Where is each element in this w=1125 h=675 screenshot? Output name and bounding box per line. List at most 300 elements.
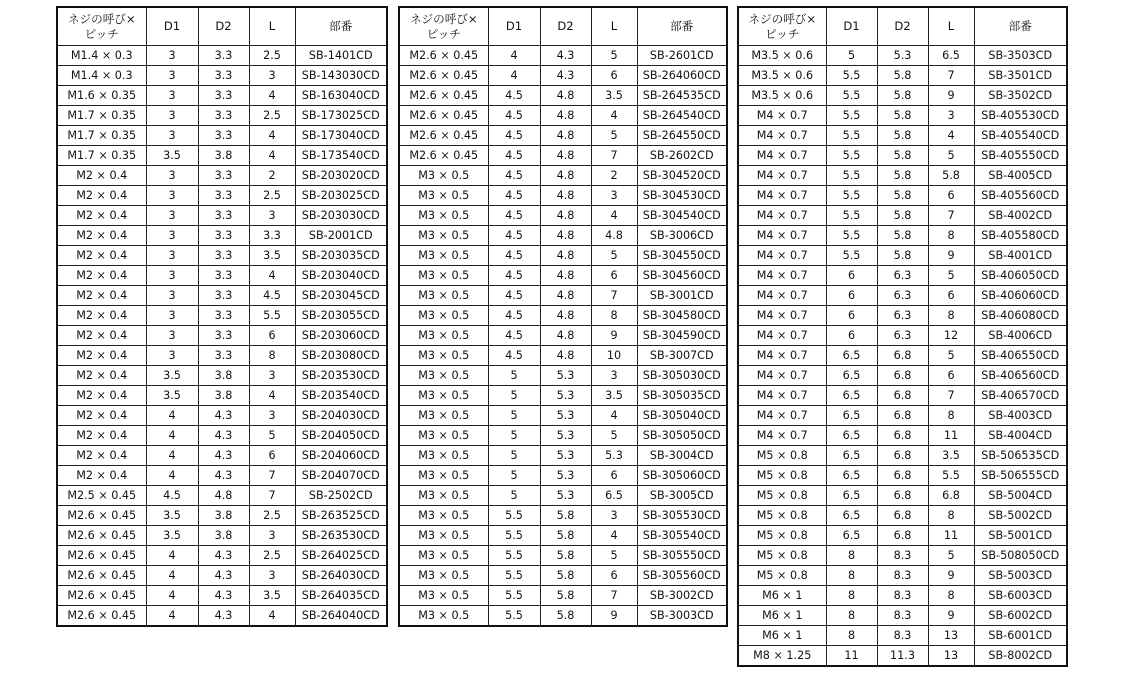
table-row: [399, 466, 727, 486]
length-cell: 4: [249, 146, 295, 166]
thread-size-cell: M5 × 0.8: [738, 566, 826, 586]
d2-cell: 4.8: [540, 146, 591, 166]
thread-size-cell: M2.6 × 0.45: [399, 126, 488, 146]
d1-cell: 4: [146, 466, 198, 486]
length-cell: 3.3: [249, 226, 295, 246]
part-number-cell: SB-3006CD: [637, 226, 727, 246]
part-number-cell: SB-305035CD: [637, 386, 727, 406]
thread-size-cell: M4 × 0.7: [738, 126, 826, 146]
part-number-cell: SB-173025CD: [295, 106, 387, 126]
d1-cell: 5: [488, 386, 540, 406]
thread-size-cell: M2.6 × 0.45: [399, 106, 488, 126]
thread-size-cell: M2 × 0.4: [57, 386, 146, 406]
d1-cell: 3.5: [146, 366, 198, 386]
length-cell: 4.5: [249, 286, 295, 306]
d2-cell: 4.8: [540, 106, 591, 126]
table-row: [399, 586, 727, 606]
length-cell: 8: [249, 346, 295, 366]
thread-size-cell: M2.6 × 0.45: [57, 606, 146, 627]
thread-size-cell: M4 × 0.7: [738, 406, 826, 426]
spec-table-2: [398, 6, 728, 627]
length-cell: 6: [591, 466, 637, 486]
part-number-cell: SB-263530CD: [295, 526, 387, 546]
part-number-cell: SB-6001CD: [974, 626, 1067, 646]
part-number-cell: SB-305040CD: [637, 406, 727, 426]
table-row: [57, 66, 387, 86]
d1-cell: 4.5: [488, 146, 540, 166]
part-number-cell: SB-406060CD: [974, 286, 1067, 306]
thread-size-cell: M3 × 0.5: [399, 586, 488, 606]
d2-cell: 8.3: [877, 586, 928, 606]
d2-cell: 8.3: [877, 566, 928, 586]
part-number-cell: SB-204030CD: [295, 406, 387, 426]
table-row: [57, 226, 387, 246]
table-row: [738, 226, 1067, 246]
d1-cell: 4.5: [488, 186, 540, 206]
thread-size-cell: M3 × 0.5: [399, 486, 488, 506]
header-thread-size-line2: ピッチ: [84, 26, 119, 41]
thread-size-cell: M2.6 × 0.45: [399, 86, 488, 106]
table-row: [399, 366, 727, 386]
table-row: [738, 646, 1067, 667]
d1-cell: 5.5: [826, 246, 877, 266]
length-cell: 7: [928, 206, 974, 226]
d2-cell: 5.8: [540, 526, 591, 546]
table-row: [399, 426, 727, 446]
d1-cell: 3.5: [146, 526, 198, 546]
length-cell: 6: [249, 326, 295, 346]
part-number-cell: SB-305560CD: [637, 566, 727, 586]
thread-size-cell: M5 × 0.8: [738, 526, 826, 546]
part-number-cell: SB-5002CD: [974, 506, 1067, 526]
d2-cell: 4.3: [198, 546, 249, 566]
table-row: [399, 206, 727, 226]
d2-cell: 3.3: [198, 86, 249, 106]
thread-size-cell: M3 × 0.5: [399, 246, 488, 266]
d1-cell: 3: [146, 46, 198, 66]
d1-cell: 4.5: [488, 286, 540, 306]
d2-cell: 6.3: [877, 326, 928, 346]
part-number-cell: SB-305060CD: [637, 466, 727, 486]
table-row: [399, 606, 727, 627]
table-row: [57, 126, 387, 146]
thread-size-cell: M3 × 0.5: [399, 606, 488, 627]
thread-size-cell: M4 × 0.7: [738, 286, 826, 306]
part-number-cell: SB-3002CD: [637, 586, 727, 606]
d1-cell: 5: [488, 426, 540, 446]
part-number-cell: SB-405530CD: [974, 106, 1067, 126]
length-cell: 3.5: [591, 386, 637, 406]
thread-size-cell: M2.6 × 0.45: [57, 526, 146, 546]
part-number-cell: SB-204070CD: [295, 466, 387, 486]
thread-size-cell: M3 × 0.5: [399, 186, 488, 206]
d2-cell: 5.8: [877, 186, 928, 206]
part-number-cell: SB-305550CD: [637, 546, 727, 566]
thread-size-cell: M1.6 × 0.35: [57, 86, 146, 106]
length-cell: 8: [928, 306, 974, 326]
d1-cell: 4: [146, 406, 198, 426]
d1-cell: 4.5: [488, 306, 540, 326]
d1-cell: 5.5: [826, 166, 877, 186]
length-cell: 6: [591, 66, 637, 86]
part-number-cell: SB-173540CD: [295, 146, 387, 166]
part-number-cell: SB-2502CD: [295, 486, 387, 506]
thread-size-cell: M2 × 0.4: [57, 346, 146, 366]
length-cell: 7: [928, 66, 974, 86]
thread-size-cell: M3 × 0.5: [399, 286, 488, 306]
d2-cell: 4.3: [198, 606, 249, 627]
length-cell: 6: [928, 366, 974, 386]
length-cell: 9: [928, 566, 974, 586]
part-number-cell: SB-4005CD: [974, 166, 1067, 186]
part-number-cell: SB-304530CD: [637, 186, 727, 206]
thread-size-cell: M6 × 1: [738, 586, 826, 606]
length-cell: 5: [928, 346, 974, 366]
table-row: [57, 306, 387, 326]
d2-cell: 3.3: [198, 206, 249, 226]
length-cell: 5: [928, 546, 974, 566]
d2-cell: 3.3: [198, 46, 249, 66]
header-part-number: 部番: [974, 7, 1067, 46]
header-thread-size: [399, 7, 488, 46]
d2-cell: 5.8: [877, 226, 928, 246]
table-row: [57, 146, 387, 166]
thread-size-cell: M2.6 × 0.45: [57, 546, 146, 566]
table-row: [738, 566, 1067, 586]
d1-cell: 6.5: [826, 366, 877, 386]
d2-cell: 5.8: [540, 546, 591, 566]
length-cell: 5.3: [591, 446, 637, 466]
d1-cell: 6.5: [826, 466, 877, 486]
part-number-cell: SB-405550CD: [974, 146, 1067, 166]
thread-size-cell: M4 × 0.7: [738, 346, 826, 366]
table-row: [399, 126, 727, 146]
part-number-cell: SB-1401CD: [295, 46, 387, 66]
d2-cell: 6.8: [877, 366, 928, 386]
d2-cell: 3.3: [198, 166, 249, 186]
part-number-cell: SB-3003CD: [637, 606, 727, 627]
length-cell: 5.8: [928, 166, 974, 186]
d1-cell: 3: [146, 246, 198, 266]
d1-cell: 4.5: [488, 166, 540, 186]
d1-cell: 6.5: [826, 486, 877, 506]
table-row: [57, 426, 387, 446]
d2-cell: 5.8: [877, 246, 928, 266]
length-cell: 5: [591, 126, 637, 146]
d1-cell: 4: [146, 606, 198, 627]
d2-cell: 8.3: [877, 626, 928, 646]
thread-size-cell: M3 × 0.5: [399, 326, 488, 346]
header-d1: D1: [146, 7, 198, 46]
d1-cell: 5.5: [826, 206, 877, 226]
d1-cell: 3: [146, 286, 198, 306]
d1-cell: 6: [826, 326, 877, 346]
table-row: [57, 46, 387, 66]
d2-cell: 5.8: [877, 126, 928, 146]
part-number-cell: SB-406560CD: [974, 366, 1067, 386]
d1-cell: 3: [146, 186, 198, 206]
part-number-cell: SB-5003CD: [974, 566, 1067, 586]
part-number-cell: SB-203045CD: [295, 286, 387, 306]
d2-cell: 5.3: [540, 406, 591, 426]
d1-cell: 8: [826, 566, 877, 586]
length-cell: 3: [591, 506, 637, 526]
part-number-cell: SB-264550CD: [637, 126, 727, 146]
length-cell: 4: [591, 526, 637, 546]
d2-cell: 4.8: [540, 346, 591, 366]
part-number-cell: SB-304540CD: [637, 206, 727, 226]
header-d2: D2: [540, 7, 591, 46]
d1-cell: 5: [488, 466, 540, 486]
thread-size-cell: M2.6 × 0.45: [399, 46, 488, 66]
length-cell: 6: [591, 266, 637, 286]
d2-cell: 4.3: [540, 66, 591, 86]
length-cell: 13: [928, 626, 974, 646]
length-cell: 4: [249, 266, 295, 286]
thread-size-cell: M4 × 0.7: [738, 226, 826, 246]
d2-cell: 8.3: [877, 546, 928, 566]
d2-cell: 4.3: [198, 586, 249, 606]
d2-cell: 5.3: [540, 366, 591, 386]
length-cell: 6.5: [928, 46, 974, 66]
table-row: [57, 526, 387, 546]
length-cell: 5: [928, 266, 974, 286]
length-cell: 6: [928, 286, 974, 306]
d2-cell: 6.8: [877, 406, 928, 426]
thread-size-cell: M3 × 0.5: [399, 226, 488, 246]
table-row: [738, 506, 1067, 526]
table-row: [57, 186, 387, 206]
header-row: [399, 7, 727, 46]
part-number-cell: SB-5004CD: [974, 486, 1067, 506]
d2-cell: 3.3: [198, 66, 249, 86]
d2-cell: 5.3: [540, 446, 591, 466]
d2-cell: 5.3: [540, 426, 591, 446]
thread-size-cell: M2 × 0.4: [57, 306, 146, 326]
thread-size-cell: M4 × 0.7: [738, 426, 826, 446]
d2-cell: 3.8: [198, 506, 249, 526]
thread-size-cell: M3 × 0.5: [399, 446, 488, 466]
d2-cell: 3.3: [198, 186, 249, 206]
d1-cell: 5.5: [826, 146, 877, 166]
d2-cell: 6.8: [877, 386, 928, 406]
table-row: [399, 446, 727, 466]
length-cell: 8: [928, 226, 974, 246]
d2-cell: 3.3: [198, 306, 249, 326]
table-row: [57, 566, 387, 586]
thread-size-cell: M4 × 0.7: [738, 206, 826, 226]
header-length: L: [928, 7, 974, 46]
d2-cell: 5.8: [877, 66, 928, 86]
d2-cell: 3.3: [198, 326, 249, 346]
d1-cell: 4.5: [488, 106, 540, 126]
table-row: [399, 406, 727, 426]
length-cell: 4: [591, 206, 637, 226]
table-row: [399, 86, 727, 106]
length-cell: 2: [591, 166, 637, 186]
length-cell: 4: [249, 86, 295, 106]
length-cell: 7: [591, 586, 637, 606]
part-number-cell: SB-4004CD: [974, 426, 1067, 446]
length-cell: 2.5: [249, 546, 295, 566]
part-number-cell: SB-264060CD: [637, 66, 727, 86]
table-row: [399, 146, 727, 166]
table-row: [738, 126, 1067, 146]
table-row: [399, 186, 727, 206]
d1-cell: 5.5: [826, 86, 877, 106]
table-row: [738, 446, 1067, 466]
part-number-cell: SB-6003CD: [974, 586, 1067, 606]
table-row: [57, 546, 387, 566]
thread-size-cell: M6 × 1: [738, 606, 826, 626]
d1-cell: 5.5: [826, 226, 877, 246]
thread-size-cell: M3.5 × 0.6: [738, 46, 826, 66]
thread-size-cell: M2.6 × 0.45: [399, 146, 488, 166]
length-cell: 7: [249, 466, 295, 486]
d2-cell: 5.8: [877, 86, 928, 106]
thread-size-cell: M2.6 × 0.45: [57, 506, 146, 526]
length-cell: 9: [928, 246, 974, 266]
table-row: [57, 446, 387, 466]
d1-cell: 3: [146, 166, 198, 186]
length-cell: 3.5: [249, 246, 295, 266]
length-cell: 3: [249, 566, 295, 586]
d1-cell: 4.5: [488, 246, 540, 266]
header-row: [738, 7, 1067, 46]
d2-cell: 6.8: [877, 506, 928, 526]
d2-cell: 3.8: [198, 366, 249, 386]
thread-size-cell: M3 × 0.5: [399, 546, 488, 566]
d2-cell: 4.3: [198, 466, 249, 486]
part-number-cell: SB-3001CD: [637, 286, 727, 306]
d1-cell: 4.5: [488, 206, 540, 226]
d1-cell: 3.5: [146, 386, 198, 406]
part-number-cell: SB-204060CD: [295, 446, 387, 466]
table-row: [738, 326, 1067, 346]
d1-cell: 8: [826, 586, 877, 606]
table-row: [57, 106, 387, 126]
d1-cell: 5.5: [826, 106, 877, 126]
table-row: [399, 546, 727, 566]
table-row: [738, 186, 1067, 206]
part-number-cell: SB-203025CD: [295, 186, 387, 206]
table-row: [399, 486, 727, 506]
d1-cell: 4: [488, 66, 540, 86]
thread-size-cell: M6 × 1: [738, 626, 826, 646]
table-row: [399, 266, 727, 286]
part-number-cell: SB-506555CD: [974, 466, 1067, 486]
part-number-cell: SB-2001CD: [295, 226, 387, 246]
length-cell: 6: [249, 446, 295, 466]
thread-size-cell: M2 × 0.4: [57, 226, 146, 246]
d1-cell: 3.5: [146, 506, 198, 526]
part-number-cell: SB-4003CD: [974, 406, 1067, 426]
table-row: [399, 386, 727, 406]
thread-size-cell: M2 × 0.4: [57, 446, 146, 466]
part-number-cell: SB-3501CD: [974, 66, 1067, 86]
length-cell: 6: [591, 566, 637, 586]
d1-cell: 5.5: [488, 506, 540, 526]
d2-cell: 3.3: [198, 266, 249, 286]
part-number-cell: SB-406050CD: [974, 266, 1067, 286]
thread-size-cell: M4 × 0.7: [738, 106, 826, 126]
length-cell: 8: [928, 506, 974, 526]
header-d1: D1: [488, 7, 540, 46]
d2-cell: 5.8: [540, 606, 591, 627]
thread-size-cell: M4 × 0.7: [738, 306, 826, 326]
d1-cell: 4: [146, 546, 198, 566]
length-cell: 5: [591, 46, 637, 66]
d1-cell: 4.5: [488, 226, 540, 246]
d1-cell: 4.5: [488, 86, 540, 106]
part-number-cell: SB-304520CD: [637, 166, 727, 186]
d2-cell: 5.8: [877, 166, 928, 186]
table-row: [399, 306, 727, 326]
header-d1: D1: [826, 7, 877, 46]
thread-size-cell: M2 × 0.4: [57, 286, 146, 306]
d2-cell: 4.8: [540, 226, 591, 246]
header-part-number: 部番: [295, 7, 387, 46]
thread-size-cell: M4 × 0.7: [738, 246, 826, 266]
table-row: [738, 106, 1067, 126]
d1-cell: 3: [146, 126, 198, 146]
d2-cell: 5.3: [540, 466, 591, 486]
d1-cell: 8: [826, 606, 877, 626]
d1-cell: 8: [826, 626, 877, 646]
table-row: [399, 566, 727, 586]
thread-size-cell: M2 × 0.4: [57, 206, 146, 226]
header-thread-size-line1: ネジの呼び×: [748, 11, 817, 26]
part-number-cell: SB-264030CD: [295, 566, 387, 586]
d1-cell: 6.5: [826, 426, 877, 446]
table-row: [399, 46, 727, 66]
table-row: [738, 426, 1067, 446]
length-cell: 2.5: [249, 506, 295, 526]
part-number-cell: SB-304580CD: [637, 306, 727, 326]
d2-cell: 4.8: [540, 326, 591, 346]
d2-cell: 3.3: [198, 246, 249, 266]
table-row: [738, 86, 1067, 106]
table-row: [738, 366, 1067, 386]
thread-size-cell: M3 × 0.5: [399, 166, 488, 186]
table-row: [738, 546, 1067, 566]
length-cell: 3: [591, 186, 637, 206]
d1-cell: 3: [146, 66, 198, 86]
d1-cell: 4.5: [146, 486, 198, 506]
thread-size-cell: M5 × 0.8: [738, 546, 826, 566]
d1-cell: 6.5: [826, 506, 877, 526]
part-number-cell: SB-4002CD: [974, 206, 1067, 226]
d2-cell: 4.8: [540, 246, 591, 266]
d1-cell: 5.5: [826, 186, 877, 206]
table-row: [399, 106, 727, 126]
table-row: [57, 206, 387, 226]
d2-cell: 5.8: [877, 146, 928, 166]
d1-cell: 8: [826, 546, 877, 566]
part-number-cell: SB-3503CD: [974, 46, 1067, 66]
header-thread-size-line1: ネジの呼び×: [409, 11, 478, 26]
d2-cell: 3.8: [198, 146, 249, 166]
table-row: [57, 366, 387, 386]
length-cell: 12: [928, 326, 974, 346]
d1-cell: 6.5: [826, 406, 877, 426]
table-row: [738, 386, 1067, 406]
part-number-cell: SB-304550CD: [637, 246, 727, 266]
table-row: [57, 246, 387, 266]
part-number-cell: SB-163040CD: [295, 86, 387, 106]
table-row: [738, 606, 1067, 626]
d1-cell: 6.5: [826, 446, 877, 466]
